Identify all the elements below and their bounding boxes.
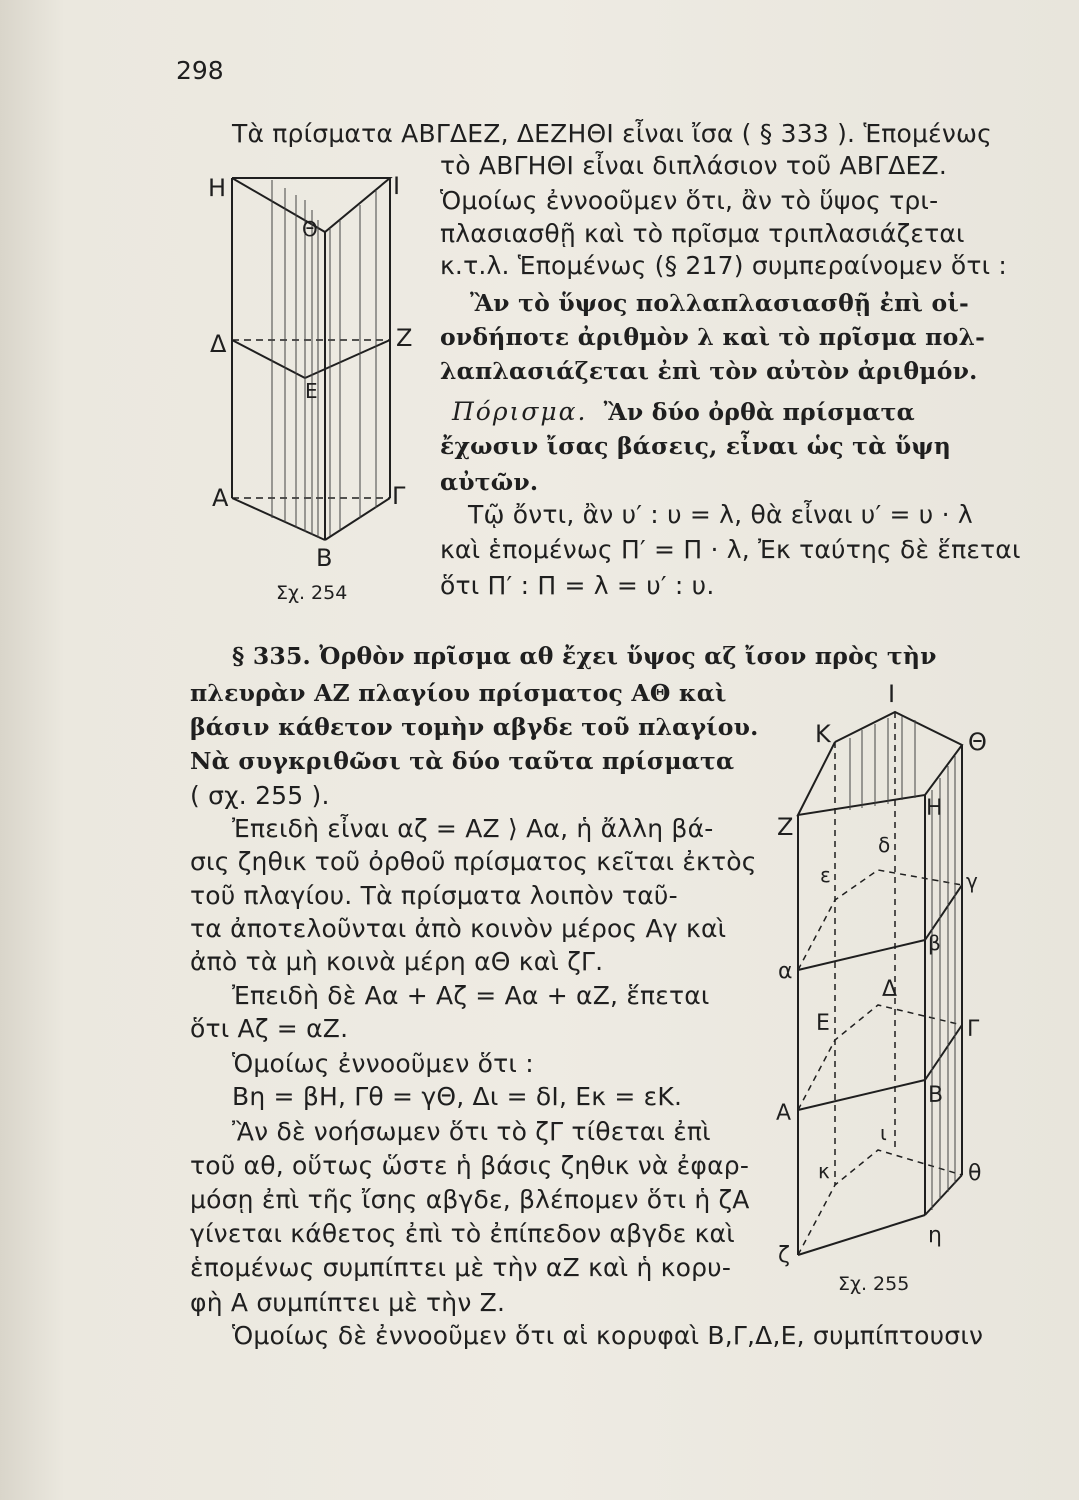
- section-heading: § 335. Ὀρθὸν πρῖσμα αθ ἔχει ὕψος αζ ἴσον πρὸς τὴν: [232, 642, 937, 670]
- body-line: ἑπομένως συμπίπτει μὲ τὴν αΖ καὶ ἡ κορυ-: [190, 1253, 732, 1282]
- body-line: Ὁμοίως δὲ ἐννοοῦμεν ὅτι αἱ κορυφαὶ Β,Γ,Δ,Ε, συμπίπτουσιν: [232, 1321, 984, 1350]
- fig255-label-iota: ι: [880, 1121, 887, 1145]
- fig255-label-epsilon: ε: [820, 863, 831, 887]
- text-line: κ.τ.λ. Ἑπομένως (§ 217) συμπεραίνομεν ὅτι :: [440, 251, 1007, 280]
- fig255-label-zeta: ζ: [778, 1243, 790, 1268]
- text-line: Τὰ πρίσματα ΑΒΓΔΕΖ, ΔΕΖΗΘΙ εἶναι ἴσα ( § 333 ). Ἑπομένως: [232, 119, 993, 148]
- fig254-label-I: Ι: [393, 172, 401, 200]
- text-line: Ὁμοίως ἐννοοῦμεν ὅτι, ἂν τὸ ὕψος τρι-: [440, 186, 939, 215]
- body-line: τοῦ αθ, οὕτως ὥστε ἡ βάσις ζηθικ νὰ ἐφαρ-: [190, 1151, 750, 1180]
- porisma-text: Ἂν δύο ὀρθὰ πρίσματα: [603, 398, 915, 426]
- body-line: Ἐπειδὴ δὲ Αα + Αζ = Αα + αΖ, ἕπεται: [232, 981, 710, 1010]
- fig254-label-Gamma: Γ: [392, 482, 406, 510]
- fig255-label-Z: Ζ: [777, 813, 794, 841]
- proof-line: καὶ ἑπομένως Π′ = Π · λ, Ἐκ ταύτης δὲ ἕπεται: [440, 535, 1021, 564]
- text-line: τὸ ΑΒΓΗΘΙ εἶναι διπλάσιον τοῦ ΑΒΓΔΕΖ.: [440, 151, 947, 180]
- fig255-label-B: Β: [928, 1083, 944, 1108]
- body-line: ἀπὸ τὰ μὴ κοινὰ μέρη αΘ καὶ ζΓ.: [190, 947, 604, 976]
- section-line: Νὰ συγκριθῶσι τὰ δύο ταῦτα πρίσματα: [190, 747, 735, 775]
- fig254-label-A: Α: [212, 484, 229, 512]
- fig255-label-Theta: Θ: [968, 728, 987, 756]
- fig255-label-H: Η: [926, 796, 943, 821]
- porisma-line: ἔχωσιν ἴσας βάσεις, εἶναι ὡς τὰ ὕψη: [440, 432, 951, 460]
- body-line: ὅτι Αζ = αΖ.: [190, 1014, 349, 1043]
- fig255-label-delta: δ: [878, 833, 891, 857]
- fig255-label-Gamma: Γ: [967, 1017, 980, 1042]
- prism-255-shading: [850, 716, 955, 1210]
- body-line: τοῦ πλαγίου. Τὰ πρίσματα λοιπὸν ταῦ-: [190, 881, 678, 910]
- body-line: Ἐπειδὴ εἶναι αζ = ΑΖ ⟩ Αα, ἡ ἄλλη βά-: [232, 814, 714, 843]
- fig254-label-E: Ε: [305, 379, 318, 403]
- fig254-label-H: Η: [208, 174, 227, 202]
- porisma-line: αὐτῶν.: [440, 468, 539, 496]
- body-line: φὴ Α συμπίπτει μὲ τὴν Ζ.: [190, 1288, 506, 1317]
- fig254-label-Z: Ζ: [396, 324, 413, 352]
- body-line: Ἂν δὲ νοήσωμεν ὅτι τὸ ζΓ τίθεται ἐπὶ: [232, 1117, 711, 1146]
- text-line: πλασιασθῇ καὶ τὸ πρῖσμα τριπλασιάζεται: [440, 219, 965, 248]
- fig255-label-eta: η: [928, 1223, 942, 1248]
- section-line: πλευρὰν ΑΖ πλαγίου πρίσματος ΑΘ καὶ: [190, 679, 727, 707]
- fig255-label-I: Ι: [888, 680, 896, 708]
- fig255-label-theta: θ: [968, 1161, 982, 1186]
- porisma-label: Πόρισμα.: [452, 397, 588, 426]
- body-line: Ὁμοίως ἐννοοῦμεν ὅτι :: [232, 1049, 534, 1078]
- fig254-label-Delta: Δ: [210, 330, 227, 358]
- body-line: γίνεται κάθετος ἐπὶ τὸ ἐπίπεδον αβγδε καὶ: [190, 1219, 735, 1248]
- body-line: Βη = βΗ, Γθ = γΘ, Δι = δΙ, Εκ = εΚ.: [232, 1082, 683, 1111]
- body-line: ( σχ. 255 ).: [190, 781, 330, 810]
- fig255-label-A: Α: [776, 1101, 792, 1126]
- fig255-caption: Σχ. 255: [838, 1273, 910, 1295]
- fig255-label-kappa: κ: [818, 1159, 830, 1183]
- fig255-label-beta: β: [928, 931, 941, 955]
- fig254-caption: Σχ. 254: [276, 582, 348, 604]
- proof-line: ὅτι Π′ : Π = λ = υ′ : υ.: [440, 571, 715, 600]
- section-line: βάσιν κάθετον τομὴν αβγδε τοῦ πλαγίου.: [190, 713, 759, 741]
- fig254-label-B: Β: [316, 544, 333, 572]
- fig255-label-K: Κ: [815, 720, 831, 748]
- fig255-label-E: Ε: [816, 1011, 830, 1036]
- body-line: μόσῃ ἐπὶ τῆς ἴσης αβγδε, βλέπομεν ὅτι ἡ ζΑ: [190, 1185, 750, 1214]
- fig254-label-Theta: Θ: [302, 217, 318, 241]
- theorem-line: ονδήποτε ἀριθμὸν λ καὶ τὸ πρῖσμα πολ-: [440, 323, 986, 351]
- page-number: 298: [176, 56, 224, 85]
- theorem-line: Ἂν τὸ ὕψος πολλαπλασιασθῇ ἐπὶ οἱ-: [470, 289, 969, 317]
- body-line: τα ἀποτελοῦνται ἀπὸ κοινὸν μέρος Αγ καὶ: [190, 914, 727, 943]
- fig255-label-Delta: Δ: [882, 977, 898, 1002]
- fig255-label-gamma: γ: [966, 869, 978, 893]
- theorem-line: λαπλασιάζεται ἐπὶ τὸν αὐτὸν ἀριθμόν.: [440, 357, 978, 385]
- proof-line: Τῷ ὄντι, ἂν υ′ : υ = λ, θὰ εἶναι υ′ = υ · λ: [468, 500, 973, 529]
- fig255-label-alpha: α: [778, 959, 793, 984]
- body-line: σις ζηθικ τοῦ ὀρθοῦ πρίσματος κεῖται ἐκτὸς: [190, 847, 757, 876]
